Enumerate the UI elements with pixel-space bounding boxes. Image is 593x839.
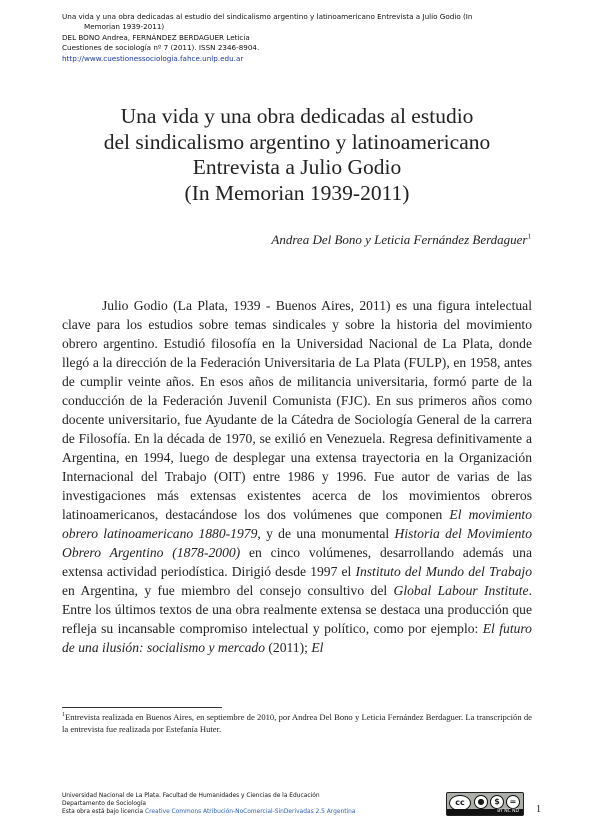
body-text: (2011); xyxy=(265,640,312,655)
body-paragraph xyxy=(62,296,532,657)
title-line-4: (In Memorian 1939-2011) xyxy=(184,180,410,205)
header-authors: DEL BONO Andrea, FERNÁNDEZ BERDAGUER Leticia xyxy=(62,32,250,42)
book-title: El movimiento obrero latinoamericano 1880-1979 xyxy=(62,507,532,541)
title-line-3: Entrevista a Julio Godio xyxy=(192,155,402,179)
license-prefix: Esta obra está bajo licencia xyxy=(62,808,146,815)
body-text: , y de una monumental xyxy=(257,526,395,541)
cc-logo-icon: cc xyxy=(449,795,471,811)
article-body xyxy=(62,296,532,657)
body-text: . Entre los últimos textos de una obra realmente extensa se destaca una producción que refleja su incansable compromiso intelectual y político, como por ejemplo: xyxy=(62,583,532,636)
author-names: Andrea Del Bono y Leticia Fernández Berdaguer xyxy=(271,232,528,247)
footnote-text: Entrevista realizada en Buenos Aires, en septiembre de 2010, por Andrea Del Bono y Leticia Fernández Berdaguer. La transcripción de la entrevista fue realizada por Estefanía Huter. xyxy=(62,711,532,734)
person-icon: ● xyxy=(474,795,488,809)
footnote-number: 1 xyxy=(62,712,65,718)
no-commercial-icon: $ xyxy=(490,795,504,809)
footer-license xyxy=(62,809,442,817)
footnote xyxy=(62,710,532,735)
body-text: en cinco volúmenes, desarrollando además una extensa actividad periodística. Dirigió desde 1997 el xyxy=(62,545,533,579)
article-title xyxy=(62,104,532,206)
page-number: 1 xyxy=(536,804,541,815)
book-title: El futuro de una ilusión: socialismo y mercado xyxy=(62,621,532,655)
title-line-2: del sindicalismo argentino y latinoamericano xyxy=(103,129,491,154)
book-title: Historia del Movimiento Obrero Argentino (1878-2000) xyxy=(62,526,532,560)
header-journal: Cuestiones de sociología nº 7 (2011). ISSN 2346-8904. xyxy=(62,43,260,53)
creative-commons-badge[interactable] xyxy=(446,792,524,816)
no-derivatives-icon: = xyxy=(506,795,520,809)
institute-name: Instituto del Mundo del Trabajo xyxy=(355,564,533,579)
footnote-marker[interactable]: 1 xyxy=(527,232,531,241)
title-line-1: Una vida y una obra dedicadas al estudio xyxy=(120,104,474,128)
article-authors xyxy=(271,232,531,248)
header-url-link[interactable]: http://www.cuestionessociologia.fahce.unlp.edu.ar xyxy=(62,53,244,63)
page-footer xyxy=(62,793,442,816)
header-line-1: Una vida y una obra dedicadas al estudio del sindicalismo argentino y latinoamericano Entrevista a Julio Godio (In xyxy=(62,12,473,21)
header-line-1b: Memorian 1939-2011) xyxy=(84,22,165,32)
institute-name: Global Labour Institute xyxy=(393,583,529,598)
book-title: El xyxy=(311,640,324,655)
license-link[interactable]: Creative Commons Atribución-NoComercial-SinDerivadas 2.5 Argentina xyxy=(145,808,356,815)
footer-university: Universidad Nacional de La Plata. Facultad de Humanidades y Ciencias de la Educación xyxy=(62,793,320,799)
body-text: Julio Godio (La Plata, 1939 - Buenos Aires, 2011) es una figura intelectual clave para los estudios sobre temas sindicales y sobre la historia del movimiento obrero argentino. Estudió filosofía en la Universidad Nacional de La Plata, donde llegó a la dirección de la Federación Universitaria de La Plata (FULP), en 1958, antes de cumplir veinte años. En esos años de militancia universitaria, formó parte de la conducción de la Federación Juvenil Comunista (FJC). En sus primeros años como docente universitario, fue Ayudante de la Cátedra de Sociología General de la carrera de Filosofía. En la década de 1970, se exilió en Venezuela. Regresa definitivamente a Argentina, en 1994, luego de desplegar una extensa trayectoria en la Organización Internacional del Trabajo (OIT) entre 1986 y 1996. Fue autor de varias de las investigaciones más extensas existentes acerca de los movimientos obreros latinoamericanos, destacándose los dos volúmenes que componen xyxy=(62,298,532,522)
document-header xyxy=(62,12,532,64)
body-text: en Argentina, y fue miembro del consejo consultivo del xyxy=(62,583,394,598)
footer-department: Departamento de Sociología xyxy=(62,800,147,807)
cc-label: BY NC ND xyxy=(447,809,523,815)
footnote-divider xyxy=(62,707,222,708)
